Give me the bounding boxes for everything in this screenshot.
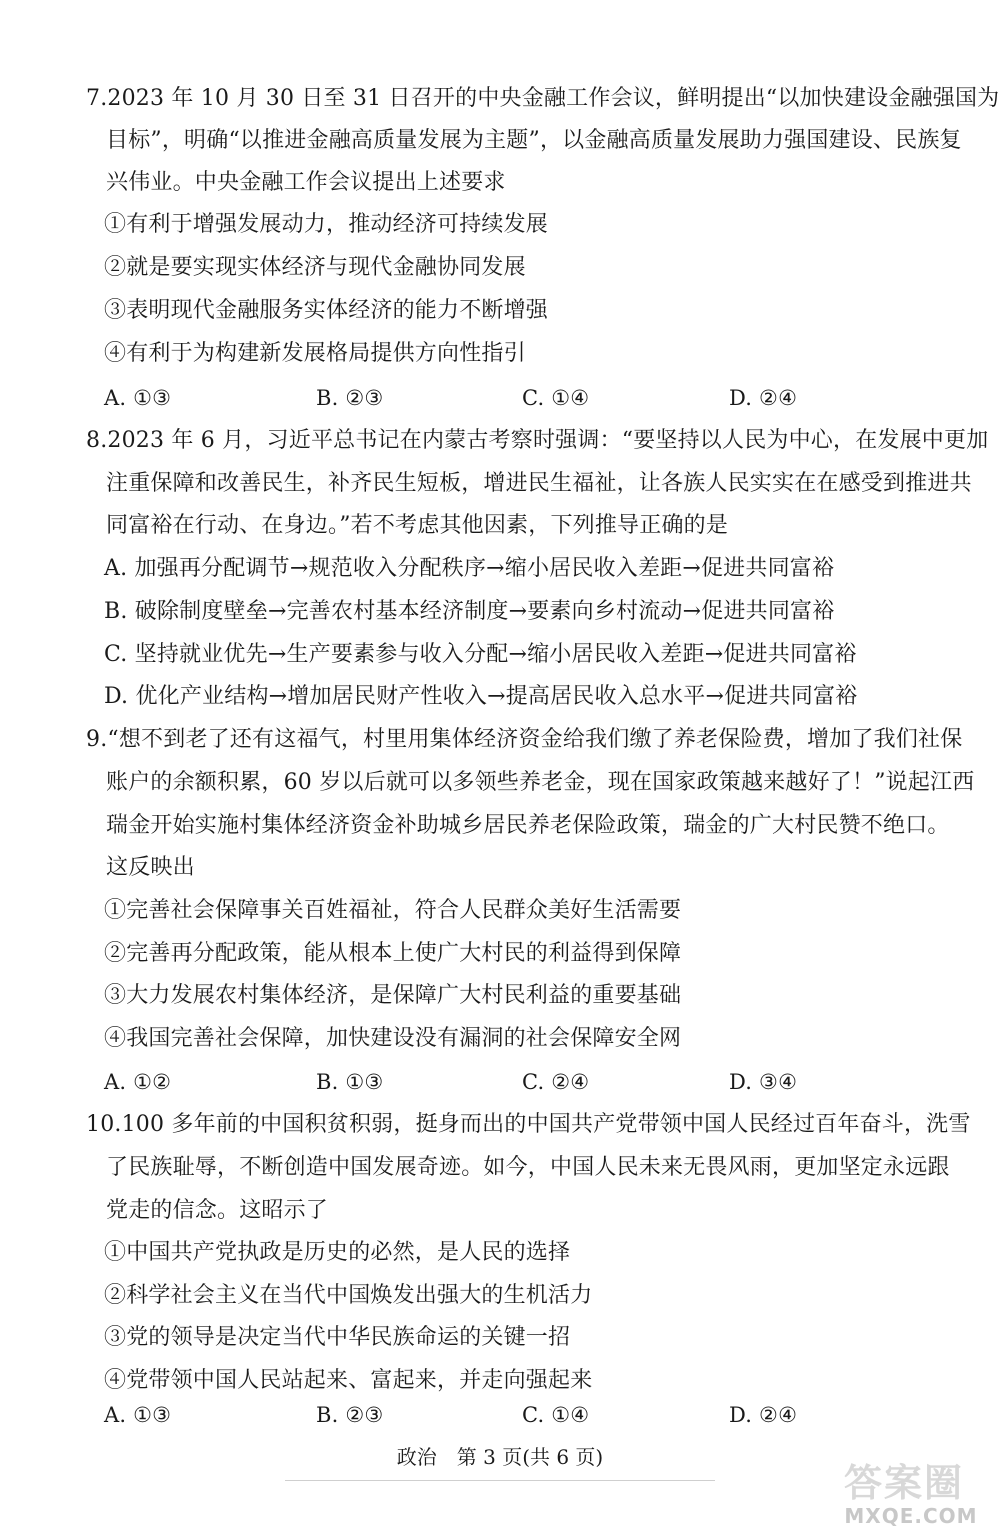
question-10-choice-d: D. ②④ [729, 1403, 798, 1427]
question-10-stem-line: 了民族耻辱，不断创造中国发展奇迹。如今，中国人民未来无畏风雨，更加坚定永远跟 [106, 1155, 950, 1180]
question-8-option-c: C. 坚持就业优先→生产要素参与收入分配→缩小居民收入差距→促进共同富裕 [104, 642, 857, 667]
question-9-stem-line: 9.“想不到老了还有这福气，村里用集体经济资金给我们缴了养老保险费，增加了我们社保 [86, 727, 963, 752]
footer-divider [285, 1480, 715, 1481]
question-7-stem-line: 目标”，明确“以推进金融高质量发展为主题”，以金融高质量发展助力强国建设、民族复 [106, 128, 962, 153]
question-10-statement: ③党的领导是决定当代中华民族命运的关键一招 [104, 1325, 571, 1350]
question-9-stem-line: 账户的余额积累，60 岁以后就可以多领些养老金，现在国家政策越来越好了！”说起江西 [106, 770, 975, 795]
question-8-stem-line: 同富裕在行动、在身边。”若不考虑其他因素，下列推导正确的是 [106, 513, 729, 538]
question-7-stem-line: 7.2023 年 10 月 30 日至 31 日召开的中央金融工作会议，鲜明提出“以加快建设金融强国为 [86, 86, 1000, 111]
question-9-choice-a: A. ①② [104, 1070, 172, 1094]
watermark-logo: 答案圈 [844, 1461, 965, 1505]
question-7-choice-a: A. ①③ [104, 386, 172, 410]
question-8-option-b: B. 破除制度壁垒→完善农村基本经济制度→要素向乡村流动→促进共同富裕 [104, 599, 835, 624]
question-8-stem-line: 8.2023 年 6 月，习近平总书记在内蒙古考察时强调：“要坚持以人民为中心，在发展中更加 [86, 428, 989, 453]
question-10-statement: ④党带领中国人民站起来、富起来，并走向强起来 [104, 1368, 593, 1393]
question-8-option-d: D. 优化产业结构→增加居民财产性收入→提高居民收入总水平→促进共同富裕 [104, 684, 858, 709]
question-9-statement: ③大力发展农村集体经济，是保障广大村民利益的重要基础 [104, 983, 682, 1008]
question-7-stem-line: 兴伟业。中央金融工作会议提出上述要求 [106, 170, 506, 195]
question-7-choice-c: C. ①④ [522, 386, 590, 410]
question-9-choice-d: D. ③④ [729, 1070, 798, 1094]
page-footer: 政治 第 3 页(共 6 页) [396, 1445, 604, 1469]
question-10-choice-b: B. ②③ [316, 1403, 384, 1427]
question-10-statement: ②科学社会主义在当代中国焕发出强大的生机活力 [104, 1283, 593, 1308]
question-8-option-a: A. 加强再分配调节→规范收入分配秩序→缩小居民收入差距→促进共同富裕 [104, 556, 835, 581]
question-7-statement: ①有利于增强发展动力，推动经济可持续发展 [104, 212, 549, 237]
question-9-statement: ②完善再分配政策，能从根本上使广大村民的利益得到保障 [104, 941, 682, 966]
question-7-statement: ④有利于为构建新发展格局提供方向性指引 [104, 341, 526, 366]
question-7-statement: ②就是要实现实体经济与现代金融协同发展 [104, 255, 526, 280]
question-10-statement: ①中国共产党执政是历史的必然，是人民的选择 [104, 1240, 571, 1265]
question-9-statement: ①完善社会保障事关百姓福祉，符合人民群众美好生活需要 [104, 898, 682, 923]
question-7-choice-d: D. ②④ [729, 386, 798, 410]
question-10-stem-line: 10.100 多年前的中国积贫积弱，挺身而出的中国共产党带领中国人民经过百年奋斗，洗雪 [86, 1112, 971, 1137]
question-10-stem-line: 党走的信念。这昭示了 [106, 1198, 329, 1223]
question-9-choice-b: B. ①③ [316, 1070, 384, 1094]
question-9-stem-line: 这反映出 [106, 855, 195, 880]
site-watermark [836, 1452, 986, 1532]
question-9-stem-line: 瑞金开始实施村集体经济资金补助城乡居民养老保险政策，瑞金的广大村民赞不绝口。 [106, 813, 950, 838]
question-7-statement: ③表明现代金融服务实体经济的能力不断增强 [104, 298, 549, 323]
question-10-choice-c: C. ①④ [522, 1403, 590, 1427]
question-8-stem-line: 注重保障和改善民生，补齐民生短板，增进民生福祉，让各族人民实实在在感受到推进共 [106, 471, 972, 496]
question-10-choice-a: A. ①③ [104, 1403, 172, 1427]
question-7-choice-b: B. ②③ [316, 386, 384, 410]
question-9-choice-c: C. ②④ [522, 1070, 590, 1094]
question-9-statement: ④我国完善社会保障，加快建设没有漏洞的社会保障安全网 [104, 1026, 682, 1051]
watermark-site: MXQE.COM [844, 1504, 978, 1528]
